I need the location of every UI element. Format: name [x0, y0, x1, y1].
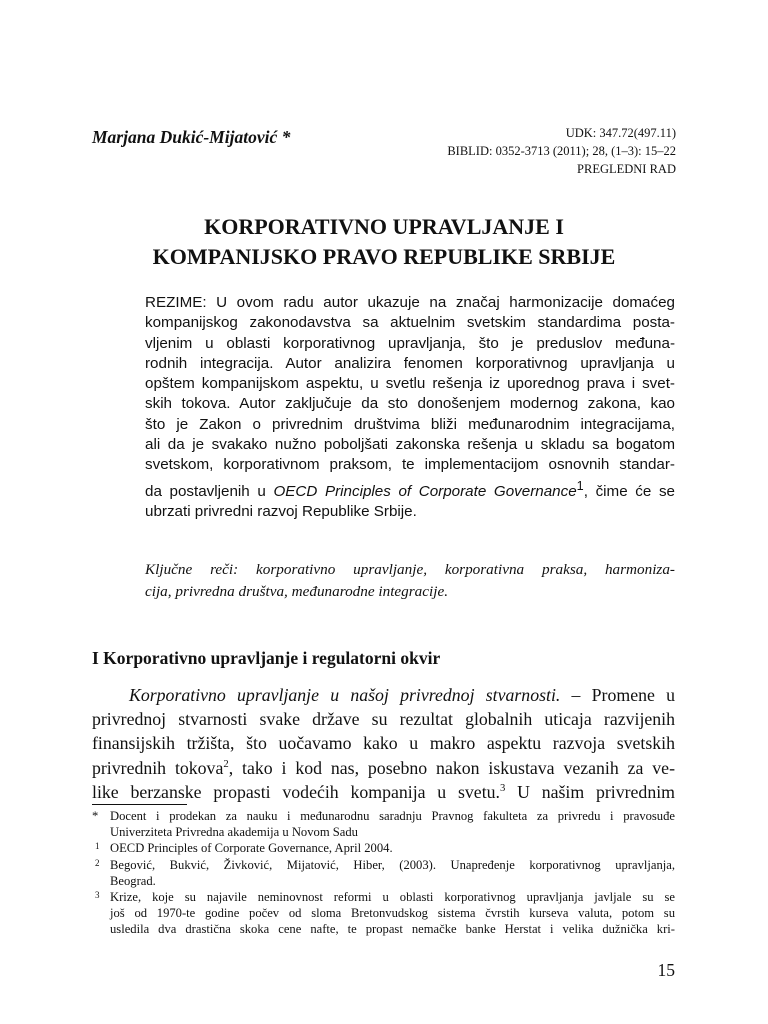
- abstract-line: [145, 476, 675, 502]
- abstract-line: rodnih integracija. Autor analizira fenomen korporativnog upravljanja u: [145, 354, 675, 372]
- footnote: [92, 808, 675, 840]
- keywords: [145, 559, 675, 602]
- keywords-line: cija, privredna društva, međunarodne integracije.: [145, 582, 448, 600]
- abstract-line: što je Zakon o privrednim društvima bliži međunarodnim integracijama,: [145, 415, 675, 433]
- abstract-line: skih tokova. Autor zaključuje da sto donošenjem modernog zakona, kao: [145, 395, 675, 413]
- article-header: [92, 124, 676, 180]
- footnote-line: još od 1970-te godine počev od sloma Bretonvudskog sistema čvrstih kurseva valuta, potom su: [110, 906, 675, 921]
- footnote: [92, 840, 675, 856]
- section-heading: I Korporativno upravljanje i regulatorni okvir: [92, 648, 441, 668]
- body-text: like berzanske propasti vodećih kompanija u svetu.: [92, 781, 500, 802]
- footnote-line: Begović, Bukvić, Živković, Mijatović, Hiber, (2003). Unapređenje korporativnog upravljanja,: [110, 857, 675, 872]
- author-name: Marjana Dukić-Mijatović *: [92, 127, 291, 147]
- paper-type: PREGLEDNI RAD: [577, 162, 676, 176]
- footnote-ref: 3: [499, 781, 506, 794]
- body-text: – Promene u: [560, 685, 675, 705]
- footnote-ref: 1: [576, 478, 584, 493]
- body-line: privrednoj stvarnosti svake države su rezultat globalnih uticaja razvijenih: [92, 709, 675, 730]
- footnote-mark: 3: [95, 890, 100, 901]
- footnote-mark: *: [92, 809, 99, 823]
- footnote: [92, 889, 675, 938]
- title-line: KORPORATIVNO UPRAVLJANJE I: [204, 214, 564, 239]
- footnote-line: Docent i prodekan za nauku i međunarodnu saradnju Pravnog fakulteta za privredu i pravosuđe: [110, 809, 675, 823]
- abstract-line: ubrzati privredni razvoj Republike Srbije.: [145, 503, 417, 521]
- abstract-line: kompanijskog zakonodavstva sa aktuelnim svetskim standardima posta-: [145, 314, 675, 332]
- footnote-line: Univerziteta Privredna akademija u Novom Sadu: [110, 825, 358, 840]
- abstract-text: , čime će se: [583, 482, 675, 500]
- body-line: [92, 683, 675, 707]
- biblid-code: BIBLID: 0352-3713 (2011); 28, (1–3): 15–22: [447, 144, 676, 158]
- footnote: [92, 857, 675, 889]
- abstract-line: svetskom, korporativnom praksom, te implementacijom osnovnih standar-: [145, 456, 675, 474]
- keywords-line: Ključne reči: korporativno upravljanje, korporativna praksa, harmoniza-: [145, 561, 675, 578]
- body-text: , tako i kod nas, posebno nakon iskustava vezanih za ve-: [228, 757, 675, 778]
- footnote-mark: 2: [95, 857, 100, 868]
- paragraph-lead: Korporativno upravljanje u našoj privrednoj stvarnosti.: [129, 685, 561, 705]
- article-title: [92, 212, 676, 272]
- title-line: KOMPANIJSKO PRAVO REPUBLIKE SRBIJE: [152, 244, 616, 269]
- udk-code: UDK: 347.72(497.11): [565, 126, 676, 140]
- footnote-ref: 2: [223, 757, 229, 770]
- body-line: [92, 756, 675, 780]
- body-paragraph: [92, 683, 675, 804]
- abstract: [145, 293, 675, 522]
- footnote-line: Beograd.: [110, 873, 156, 888]
- footnote-line: Krize, koje su najavile neminovnost reformi u oblasti korporativnog upravljanja javljale su se: [110, 890, 675, 905]
- cited-title: OECD Principles of Corporate Governance: [273, 482, 577, 500]
- footnote-line: OECD Principles of Corporate Governance, April 2004.: [110, 841, 393, 856]
- footnote-mark: 1: [95, 841, 100, 852]
- abstract-line: ali da je svakako nužno poboljšati zakonska rešenja u skladu sa bogatom: [145, 436, 675, 454]
- abstract-line: vljenim u oblasti korporativnog upravljanja, što je preduslov međuna-: [145, 334, 675, 352]
- body-text: privrednih tokova: [92, 757, 224, 778]
- abstract-line: REZIME: U ovom radu autor ukazuje na značaj harmonizacije domaćeg: [145, 294, 675, 311]
- footnote-line: usledila dva drastična skoka cene nafte, te propast nemačke banke Herstat i velika dužnička kri-: [110, 922, 675, 937]
- page-number: 15: [657, 960, 675, 980]
- footnotes: [92, 808, 675, 938]
- publication-meta: [447, 124, 676, 178]
- abstract-line: opštem kompanijskom aspektu, u svetlu rešenja iz uporednog prava i svet-: [145, 375, 675, 393]
- abstract-text: da postavljenih u: [145, 482, 274, 500]
- body-line: finansijskih tržišta, što uočavamo kako u makro aspektu razvoja svetskih: [92, 733, 675, 754]
- body-line: [92, 780, 675, 804]
- footnote-separator: [92, 804, 187, 805]
- body-text: U našim privrednim: [505, 781, 675, 802]
